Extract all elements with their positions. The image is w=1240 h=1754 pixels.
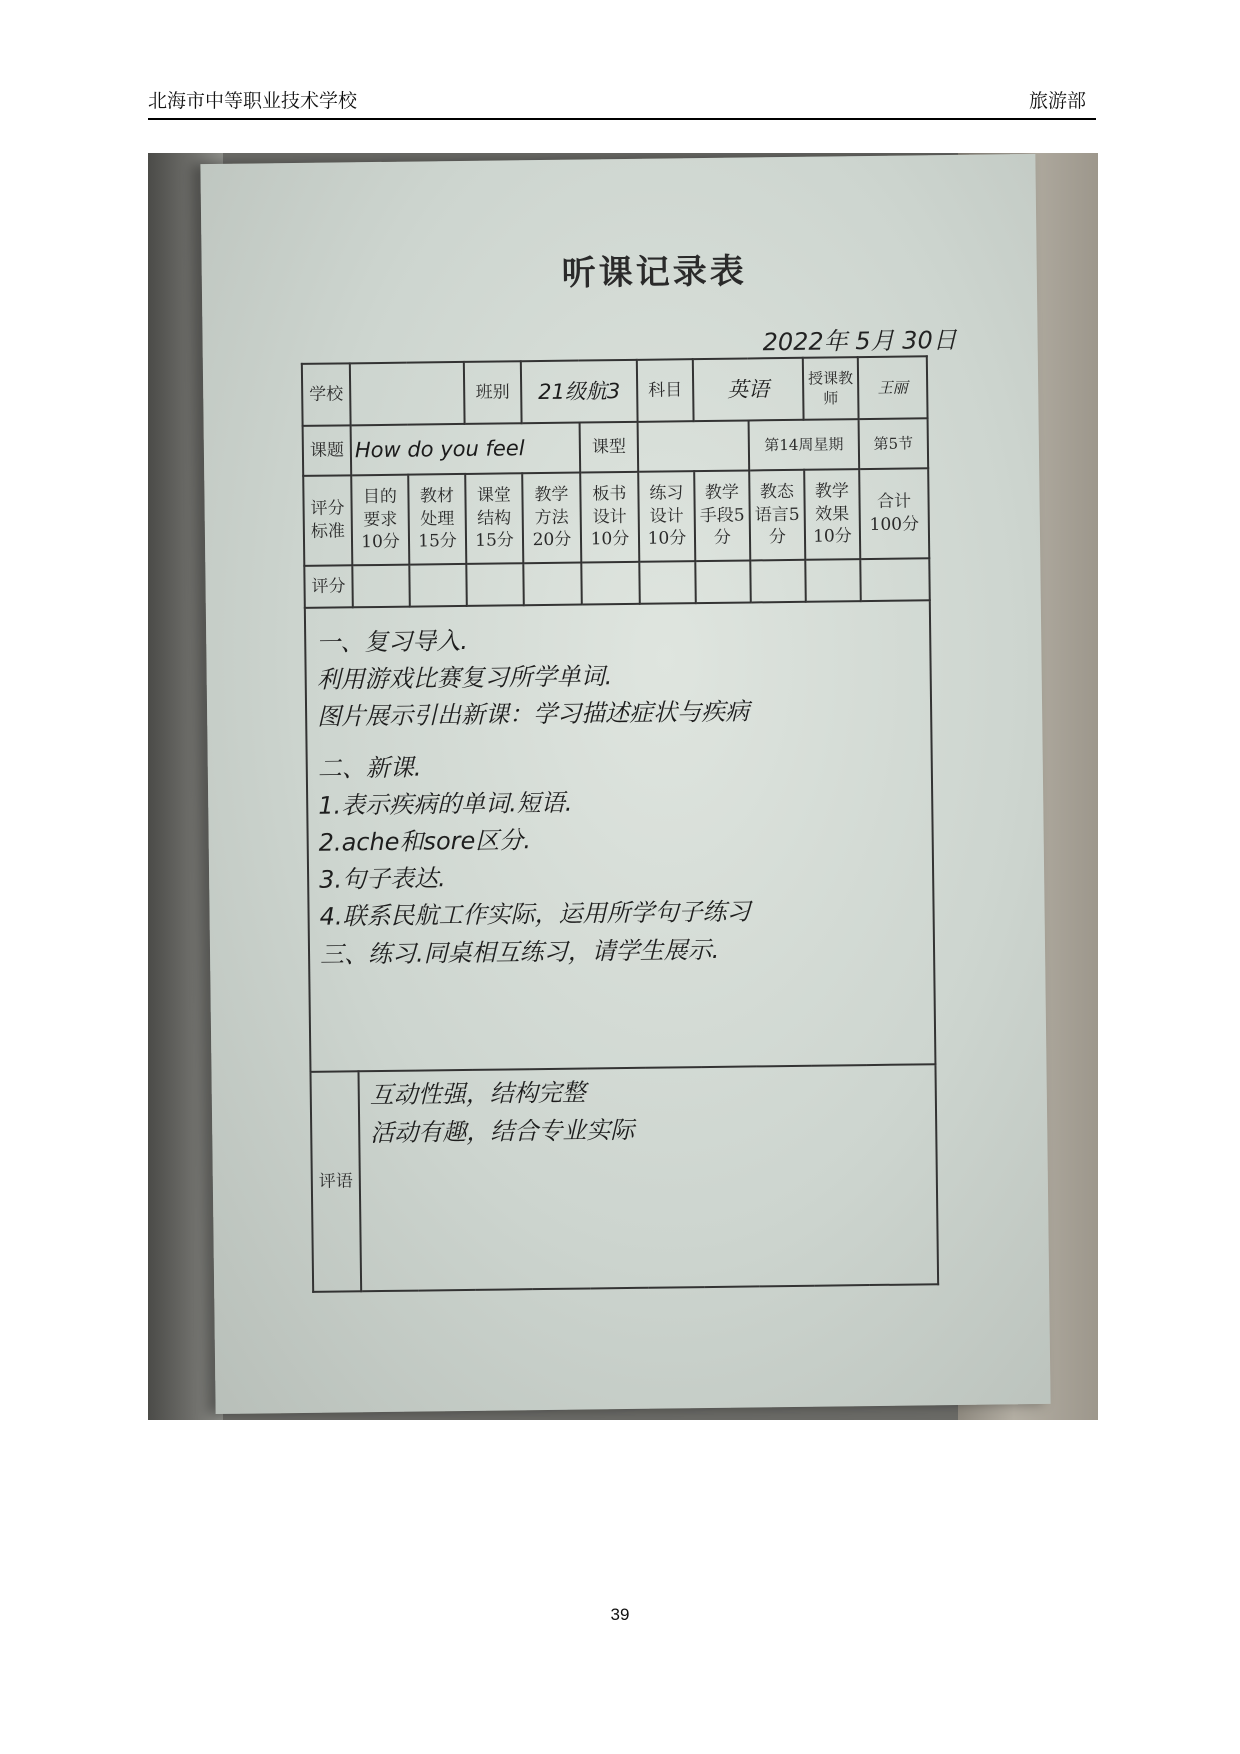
- topic-label: 课题: [303, 425, 352, 476]
- criterion-cell: 教学方法20分: [522, 473, 581, 564]
- table-row: [303, 468, 929, 566]
- score-cell: [581, 562, 640, 605]
- criteria-label: 评分标准: [303, 475, 352, 566]
- criterion-cell: 目的要求10分: [351, 475, 409, 566]
- score-cell: [352, 565, 410, 608]
- note-line: 三、练习.同桌相互练习，请学生展示.: [319, 935, 720, 969]
- header-department: 旅游部: [1028, 90, 1086, 112]
- form-date: 2022年 5月 30日: [762, 325, 957, 357]
- lesson-notes: [305, 600, 936, 1072]
- note-line: 2.ache和sore区分.: [318, 826, 532, 857]
- form-title: 听课记录表: [561, 251, 747, 294]
- criterion-cell: 合计100分: [859, 468, 929, 559]
- criterion-cell: 课堂结构15分: [465, 473, 523, 564]
- criterion-cell: 教态语言5分: [749, 470, 805, 561]
- week-field: 第14周星期: [749, 419, 860, 470]
- page-number: 39: [610, 1605, 630, 1624]
- table-row: [302, 356, 928, 426]
- note-line: 利用游戏比赛复习所学单词.: [316, 662, 613, 694]
- note-line: 1.表示疾病的单词.短语.: [318, 788, 573, 820]
- comment-line: 活动有趣，结合专业实际: [370, 1116, 635, 1148]
- comment-line: 互动性强，结构完整: [369, 1078, 586, 1110]
- teacher-label: 授课教师: [803, 357, 859, 420]
- note-line: 图片展示引出新课：学习描述症状与疾病: [316, 697, 750, 732]
- comment-body: [358, 1064, 938, 1291]
- score-cell: [639, 561, 696, 604]
- school-label: 学校: [302, 363, 351, 426]
- type-value: [638, 420, 750, 471]
- score-cell: [805, 559, 861, 602]
- score-cell: [695, 560, 751, 603]
- period-field: 第5节: [859, 418, 929, 469]
- subject-value: 英语: [693, 358, 804, 421]
- class-value: 21级航3: [521, 360, 638, 423]
- record-table: [301, 355, 939, 1293]
- criterion-cell: 板书设计10分: [580, 472, 639, 563]
- criterion-cell: 练习设计10分: [638, 471, 695, 562]
- page-header: [148, 88, 1096, 120]
- criterion-cell: 教材处理15分: [408, 474, 466, 565]
- school-value: [350, 362, 465, 425]
- subject-label: 科目: [637, 359, 694, 422]
- topic-value: How do you feel: [351, 423, 581, 476]
- table-row: [310, 1064, 938, 1292]
- table-row: [303, 418, 929, 476]
- note-line: 4.联系民航工作实际，运用所学句子练习: [319, 897, 751, 932]
- table-row: [305, 600, 936, 1072]
- score-cell: [409, 564, 467, 607]
- score-cell: [750, 560, 806, 603]
- note-line: 3.句子表达.: [318, 864, 446, 894]
- criterion-cell: 教学手段5分: [694, 470, 750, 561]
- score-cell: [466, 563, 524, 606]
- teacher-value: 王丽: [858, 356, 928, 419]
- score-label: 评分: [304, 565, 353, 608]
- score-cell: [860, 558, 930, 601]
- note-line: 一、复习导入.: [316, 626, 469, 657]
- header-school-name: 北海市中等职业技术学校: [148, 90, 358, 112]
- comment-label: 评语: [310, 1071, 361, 1292]
- note-line: 二、新课.: [317, 753, 422, 783]
- scanned-photo: [148, 153, 1098, 1420]
- class-label: 班别: [464, 361, 522, 424]
- type-label: 课型: [580, 422, 639, 473]
- record-sheet: [200, 154, 1050, 1414]
- criterion-cell: 教学效果10分: [804, 469, 860, 560]
- score-cell: [523, 563, 582, 606]
